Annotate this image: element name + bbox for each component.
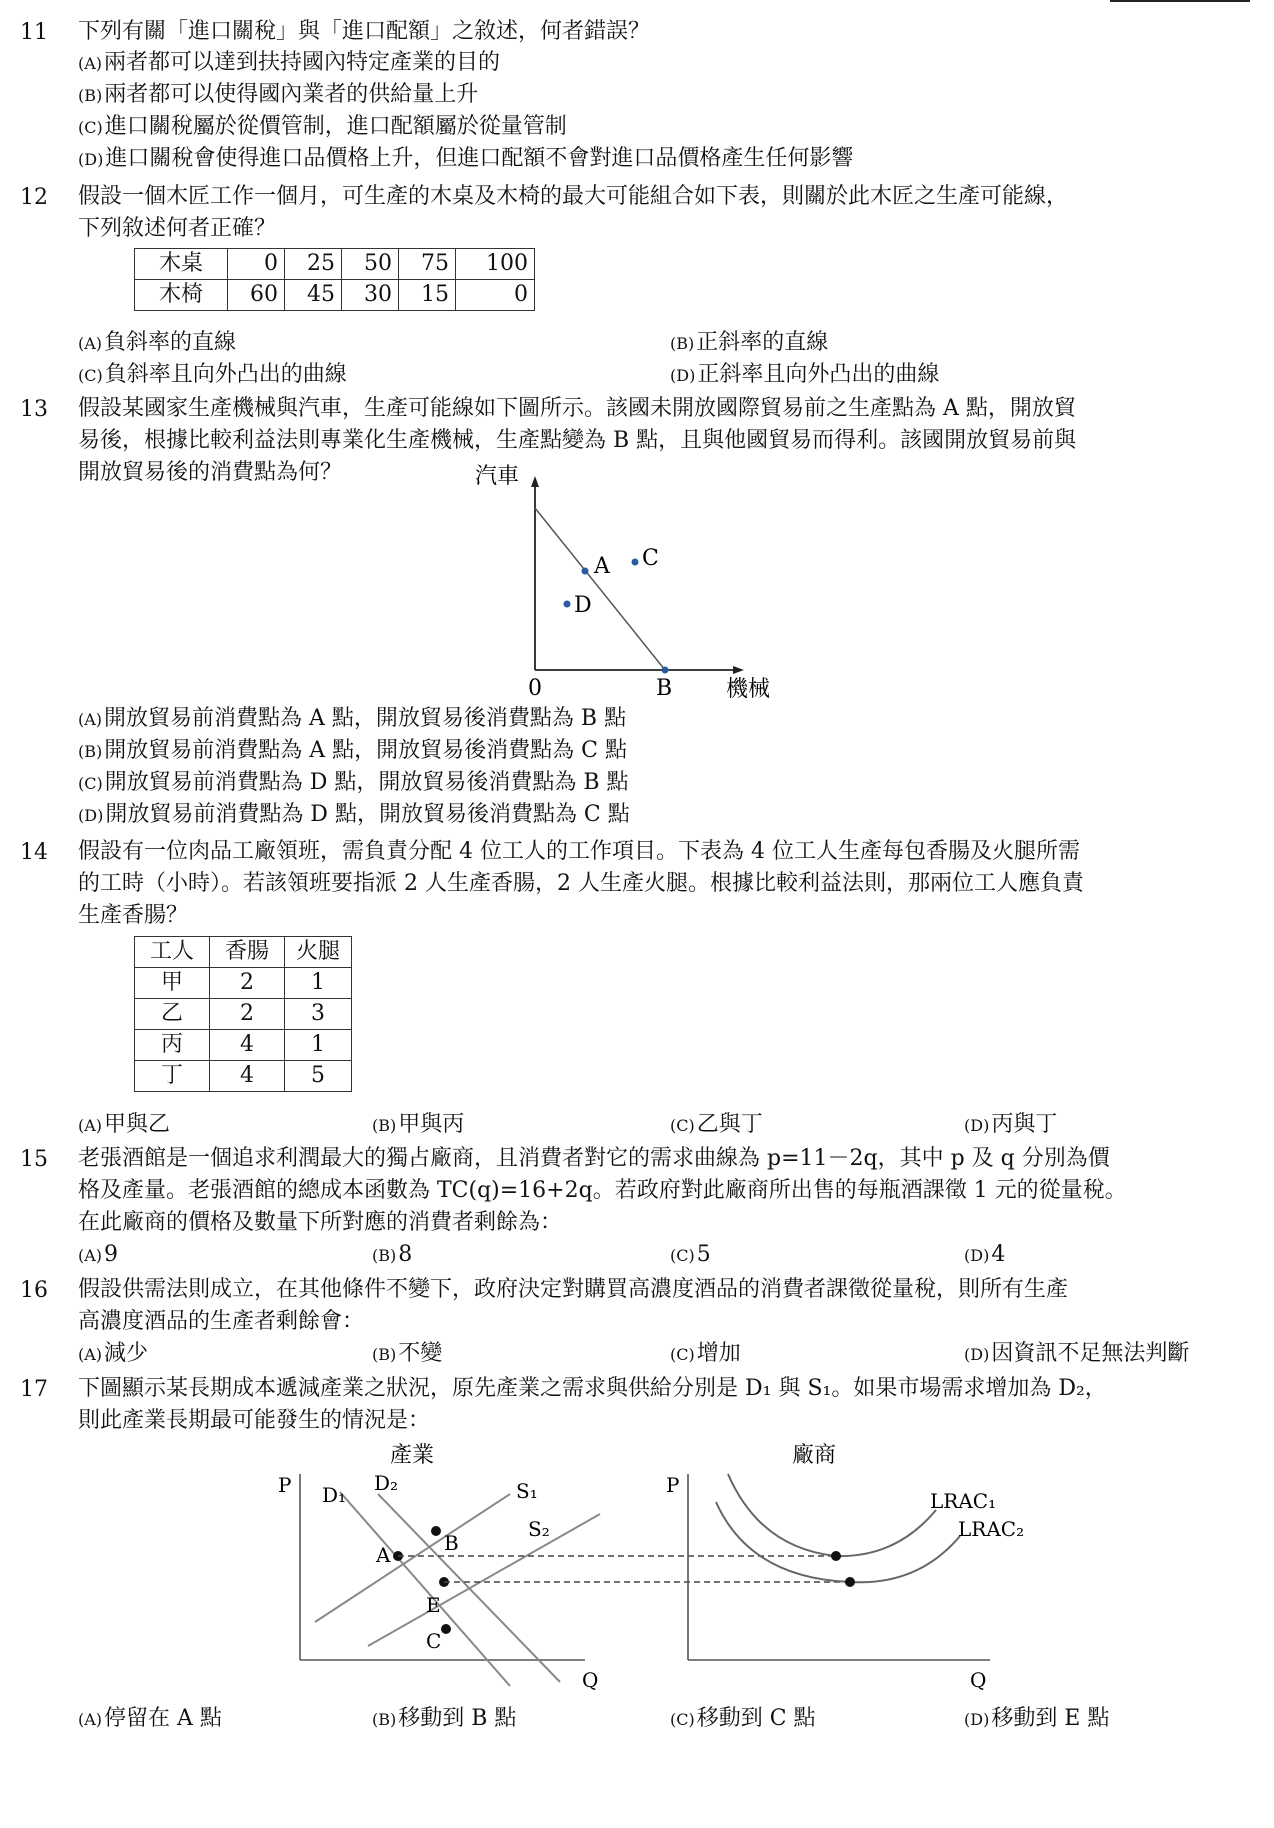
s1-label: S₁ (516, 1479, 538, 1503)
option-label: (D) (78, 806, 104, 825)
q15-option-a[interactable] (78, 1240, 118, 1271)
table-cell: 45 (285, 280, 342, 311)
point-b-label: B (656, 676, 673, 701)
option-text: 正斜率且向外凸出的曲線 (697, 362, 940, 387)
q14-number: 14 (20, 840, 48, 865)
q14-option-a[interactable] (78, 1110, 170, 1141)
q17-option-a[interactable] (78, 1704, 222, 1735)
table-cell: 丙 (135, 1030, 210, 1061)
option-label: (C) (670, 1710, 695, 1729)
q14-stem-line3: 生產香腸？ (78, 903, 189, 928)
option-label: (B) (78, 742, 103, 761)
supply-s1-line (315, 1494, 510, 1622)
option-label: (A) (78, 54, 103, 73)
q13-option-d[interactable] (78, 800, 630, 831)
option-text: 正斜率的直線 (696, 330, 829, 355)
q11-option-c[interactable] (78, 112, 567, 143)
q12-stem-line1: 假設一個木匠工作一個月，可生產的木桌及木椅的最大可能組合如下表，則關於此木匠之生產可能線， (78, 184, 1069, 209)
q11-option-b[interactable] (78, 80, 478, 111)
industry-q-axis-label: Q (582, 1668, 599, 1692)
option-text: 停留在 A 點 (104, 1706, 222, 1731)
option-label: (A) (78, 1345, 103, 1364)
table-cell: 1 (285, 968, 352, 999)
q16-option-a[interactable] (78, 1339, 148, 1370)
table-row (135, 999, 352, 1030)
ppf-line (535, 508, 665, 670)
q17-stem-line2: 則此產業長期最可能發生的情況是： (78, 1408, 431, 1433)
q11-stem: 下列有關「進口關稅」與「進口配額」之敘述，何者錯誤？ (78, 19, 651, 44)
q16-option-b[interactable] (372, 1339, 442, 1370)
table-cell: 5 (285, 1061, 352, 1092)
y-axis-arrow-icon (531, 476, 539, 487)
q13-stem-line2: 易後，根據比較利益法則專業化生產機械，生產點變為 B 點，且與他國貿易而得利。該國開放貿易前與 (78, 428, 1077, 453)
q11-number: 11 (20, 20, 48, 45)
table-header-row (135, 937, 352, 968)
table-row (135, 968, 352, 999)
q14-hours-table (134, 936, 352, 1092)
q15-stem-line3: 在此廠商的價格及數量下所對應的消費者剩餘為： (78, 1210, 563, 1235)
option-label: (C) (670, 1345, 695, 1364)
table-cell: 15 (399, 280, 456, 311)
table-cell: 60 (228, 280, 285, 311)
q15-stem-line2: 格及產量。老張酒館的總成本函數為 TC(q)=16+2q。若政府對此廠商所出售的每瓶酒課徵 1 元的從量稅。 (78, 1178, 1127, 1203)
header-rule (1110, 0, 1250, 2)
lrac2-min-point (845, 1577, 855, 1587)
option-text: 開放貿易前消費點為 D 點，開放貿易後消費點為 C 點 (105, 802, 630, 827)
table-cell: 75 (399, 249, 456, 280)
q16-number: 16 (20, 1278, 48, 1303)
supply-s2-line (368, 1514, 600, 1646)
q17-stem-line1: 下圖顯示某長期成本遞減產業之狀況，原先產業之需求與供給分別是 D₁ 與 S₁。如果市場需求增加為 D₂， (78, 1376, 1107, 1401)
option-label: (C) (78, 366, 103, 385)
q13-ppf-diagram (460, 460, 790, 700)
option-text: 因資訊不足無法判斷 (991, 1341, 1190, 1366)
q17-industry-firm-diagram (270, 1436, 1070, 1696)
table-row (135, 280, 535, 311)
d1-label: D₁ (322, 1483, 347, 1507)
option-label: (B) (372, 1710, 397, 1729)
q14-option-d[interactable] (964, 1110, 1057, 1141)
table-cell: 2 (210, 999, 285, 1030)
q17-option-c[interactable] (670, 1704, 816, 1735)
option-label: (B) (78, 86, 103, 105)
option-label: (D) (964, 1246, 990, 1265)
q11-option-a[interactable] (78, 48, 500, 79)
option-label: (B) (670, 334, 695, 353)
q16-stem-line1: 假設供需法則成立，在其他條件不變下，政府決定對購買高濃度酒品的消費者課徵從量稅，則所有生產 (78, 1277, 1069, 1302)
firm-q-axis-label: Q (970, 1668, 987, 1692)
firm-title: 廠商 (792, 1443, 837, 1468)
row-header: 木桌 (135, 249, 228, 280)
table-cell: 4 (210, 1030, 285, 1061)
point-c (632, 559, 639, 566)
q14-option-c[interactable] (670, 1110, 763, 1141)
option-text: 移動到 E 點 (991, 1706, 1110, 1731)
option-label: (C) (78, 118, 103, 137)
option-text: 減少 (104, 1341, 149, 1366)
point-e-label: E (426, 1593, 441, 1617)
table-cell: 甲 (135, 968, 210, 999)
lrac2-label: LRAC₂ (958, 1517, 1025, 1541)
point-d-label: D (574, 593, 592, 618)
q17-option-d[interactable] (964, 1704, 1109, 1735)
q12-option-d[interactable] (670, 360, 939, 391)
option-text: 負斜率的直線 (104, 330, 237, 355)
q15-number: 15 (20, 1147, 48, 1172)
option-label: (D) (964, 1116, 990, 1135)
option-label: (A) (78, 1710, 103, 1729)
point-a (582, 568, 589, 575)
point-c-label: C (642, 546, 659, 571)
d2-label: D₂ (374, 1471, 399, 1495)
q17-option-b[interactable] (372, 1704, 516, 1735)
row-header: 木椅 (135, 280, 228, 311)
industry-p-axis-label: P (278, 1473, 292, 1497)
point-a-label: A (376, 1543, 391, 1567)
option-label: (D) (964, 1345, 990, 1364)
table-row (135, 249, 535, 280)
option-text: 不變 (398, 1341, 443, 1366)
option-text: 乙與丁 (696, 1112, 763, 1137)
point-c-label: C (426, 1629, 442, 1653)
option-label: (D) (670, 366, 696, 385)
option-label: (B) (372, 1345, 397, 1364)
table-cell: 3 (285, 999, 352, 1030)
option-text: 8 (398, 1242, 413, 1267)
x-axis-arrow-icon (733, 666, 744, 674)
q15-option-b[interactable] (372, 1240, 412, 1271)
option-label: (A) (78, 334, 103, 353)
option-label: (D) (78, 150, 104, 169)
option-text: 甲與丙 (398, 1112, 465, 1137)
column-header: 火腿 (285, 937, 352, 968)
option-label: (D) (964, 1710, 990, 1729)
option-label: (C) (670, 1116, 695, 1135)
table-cell: 30 (342, 280, 399, 311)
option-label: (C) (78, 774, 103, 793)
point-c (441, 1624, 451, 1634)
column-header: 香腸 (210, 937, 285, 968)
option-label: (B) (372, 1246, 397, 1265)
option-text: 移動到 B 點 (398, 1706, 517, 1731)
option-text: 4 (991, 1242, 1006, 1267)
option-label: (C) (670, 1246, 695, 1265)
industry-title: 產業 (390, 1443, 435, 1468)
option-text: 5 (696, 1242, 711, 1267)
q13-option-b[interactable] (78, 736, 627, 767)
point-b-label: B (444, 1531, 459, 1555)
option-text: 進口關稅屬於從價管制，進口配額屬於從量管制 (104, 114, 567, 139)
table-cell: 100 (456, 249, 535, 280)
q15-option-c[interactable] (670, 1240, 711, 1271)
q12-number: 12 (20, 185, 48, 210)
option-text: 兩者都可以達到扶持國內特定產業的目的 (104, 50, 501, 75)
q12-production-table (134, 248, 535, 311)
table-cell: 0 (456, 280, 535, 311)
lrac1-min-point (831, 1551, 841, 1561)
point-b (431, 1526, 441, 1536)
q12-stem-line2: 下列敘述何者正確？ (78, 216, 277, 241)
option-text: 9 (104, 1242, 119, 1267)
q14-stem-line1: 假設有一位肉品工廠領班，需負責分配 4 位工人的工作項目。下表為 4 位工人生產每包香腸及火腿所需 (78, 839, 1080, 864)
table-row (135, 1030, 352, 1061)
option-text: 進口關稅會使得進口品價格上升，但進口配額不會對進口品價格產生任何影響 (105, 146, 854, 171)
table-cell: 25 (285, 249, 342, 280)
q14-stem-line2: 的工時（小時）。若該領班要指派 2 人生產香腸，2 人生產火腿。根據比較利益法則，那兩位工人應負責 (78, 871, 1084, 896)
q13-option-c[interactable] (78, 768, 629, 799)
q12-option-a[interactable] (78, 328, 236, 359)
table-cell: 0 (228, 249, 285, 280)
option-text: 開放貿易前消費點為 D 點，開放貿易後消費點為 B 點 (104, 770, 629, 795)
option-text: 兩者都可以使得國內業者的供給量上升 (104, 82, 479, 107)
table-cell: 乙 (135, 999, 210, 1030)
s2-label: S₂ (528, 1517, 550, 1541)
q17-number: 17 (20, 1377, 48, 1402)
option-text: 開放貿易前消費點為 A 點，開放貿易後消費點為 B 點 (104, 706, 627, 731)
option-text: 負斜率且向外凸出的曲線 (104, 362, 347, 387)
q16-stem-line2: 高濃度酒品的生產者剩餘會： (78, 1309, 365, 1334)
point-d (564, 601, 571, 608)
q13-stem-line3: 開放貿易後的消費點為何？ (78, 460, 343, 485)
lrac1-curve (728, 1474, 936, 1556)
q15-option-d[interactable] (964, 1240, 1005, 1271)
point-a-label: A (594, 554, 610, 579)
x-axis-label: 機械 (726, 677, 771, 702)
option-text: 移動到 C 點 (696, 1706, 816, 1731)
q11-option-d[interactable] (78, 144, 853, 175)
origin-label: 0 (528, 676, 542, 701)
firm-p-axis-label: P (666, 1473, 680, 1497)
option-label: (B) (372, 1116, 397, 1135)
option-label: (A) (78, 710, 103, 729)
option-text: 增加 (696, 1341, 741, 1366)
table-cell: 丁 (135, 1061, 210, 1092)
table-row (135, 1061, 352, 1092)
table-cell: 1 (285, 1030, 352, 1061)
table-cell: 50 (342, 249, 399, 280)
q15-stem-line1: 老張酒館是一個追求利潤最大的獨占廠商，且消費者對它的需求曲線為 p=11－2q，其中 p 及 q 分別為價 (78, 1146, 1110, 1171)
q12-option-c[interactable] (78, 360, 347, 391)
option-text: 丙與丁 (991, 1112, 1058, 1137)
q16-option-c[interactable] (670, 1339, 741, 1370)
y-axis-label: 汽車 (475, 464, 520, 489)
q14-option-b[interactable] (372, 1110, 464, 1141)
q16-option-d[interactable] (964, 1339, 1189, 1370)
option-label: (A) (78, 1246, 103, 1265)
q13-stem-line1: 假設某國家生產機械與汽車，生產可能線如下圖所示。該國未開放國際貿易前之生產點為 A 點，開放貿 (78, 396, 1076, 421)
option-text: 開放貿易前消費點為 A 點，開放貿易後消費點為 C 點 (104, 738, 627, 763)
table-cell: 4 (210, 1061, 285, 1092)
option-text: 甲與乙 (104, 1112, 171, 1137)
q13-number: 13 (20, 397, 48, 422)
point-b (662, 667, 669, 674)
q12-option-b[interactable] (670, 328, 828, 359)
option-label: (A) (78, 1116, 103, 1135)
lrac1-label: LRAC₁ (930, 1489, 997, 1513)
q13-option-a[interactable] (78, 704, 626, 735)
column-header: 工人 (135, 937, 210, 968)
table-cell: 2 (210, 968, 285, 999)
